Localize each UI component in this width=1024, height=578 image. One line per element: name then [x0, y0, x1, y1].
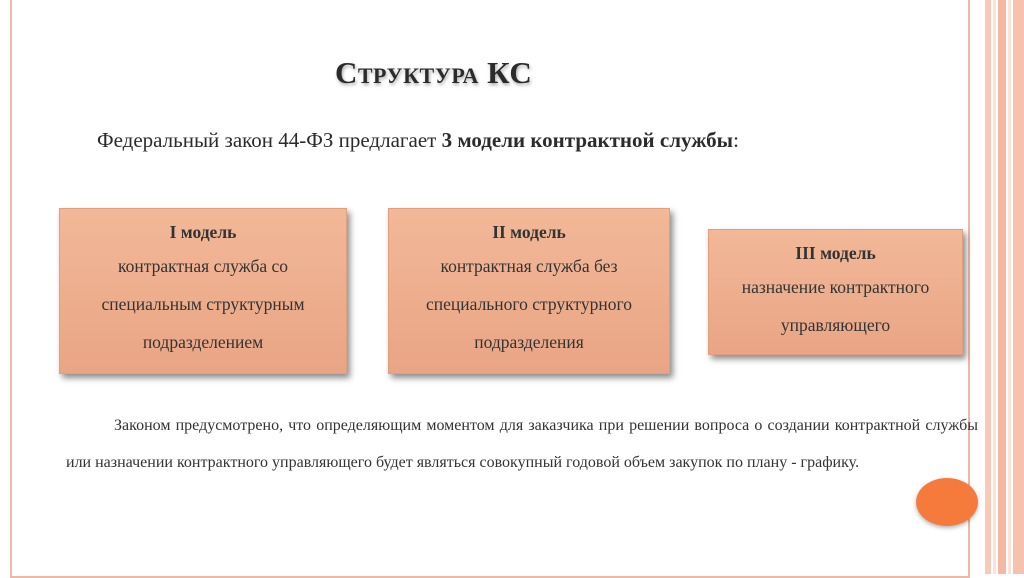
subtitle-colon: : [733, 128, 739, 152]
decorative-stripe [1008, 0, 1011, 574]
model-card-3 [708, 229, 963, 355]
model-heading: II модель [492, 222, 566, 242]
model-description-line: назначение контрактного [741, 277, 930, 297]
slide-title: Структура КС [335, 55, 533, 90]
paragraph-text: Законом предусмотрено, что определяющим моментом для заказчика при решении вопроса о создании контрактной службы или назначении контрактного управляющего будет являться совокупный годовой объем закупок по плану - графику. [66, 417, 978, 471]
decorative-stripe [1013, 0, 1024, 574]
model-description-line: контрактная служба со [117, 256, 289, 276]
model-card-2 [388, 208, 670, 374]
slide-subtitle [97, 128, 739, 153]
model-heading: I модель [169, 222, 237, 242]
decorative-oval [916, 478, 978, 526]
model-heading: III модель [795, 243, 876, 263]
decorative-stripe [985, 0, 991, 574]
model-description-line: специальным структурным [101, 294, 305, 314]
subtitle-bold: 3 модели контрактной службы [441, 128, 734, 152]
model-card-1 [59, 208, 347, 374]
model-description-line: контрактная служба без [440, 256, 618, 276]
body-paragraph [66, 407, 978, 481]
model-description-line: подразделения [474, 332, 584, 352]
subtitle-text: Федеральный закон 44-ФЗ предлагает [97, 128, 442, 152]
model-description-line: специального структурного [426, 294, 632, 314]
model-description-line: управляющего [780, 315, 891, 335]
decorative-stripe [993, 0, 996, 574]
model-description-line: подразделением [142, 332, 264, 352]
decorative-stripe [998, 0, 1006, 574]
